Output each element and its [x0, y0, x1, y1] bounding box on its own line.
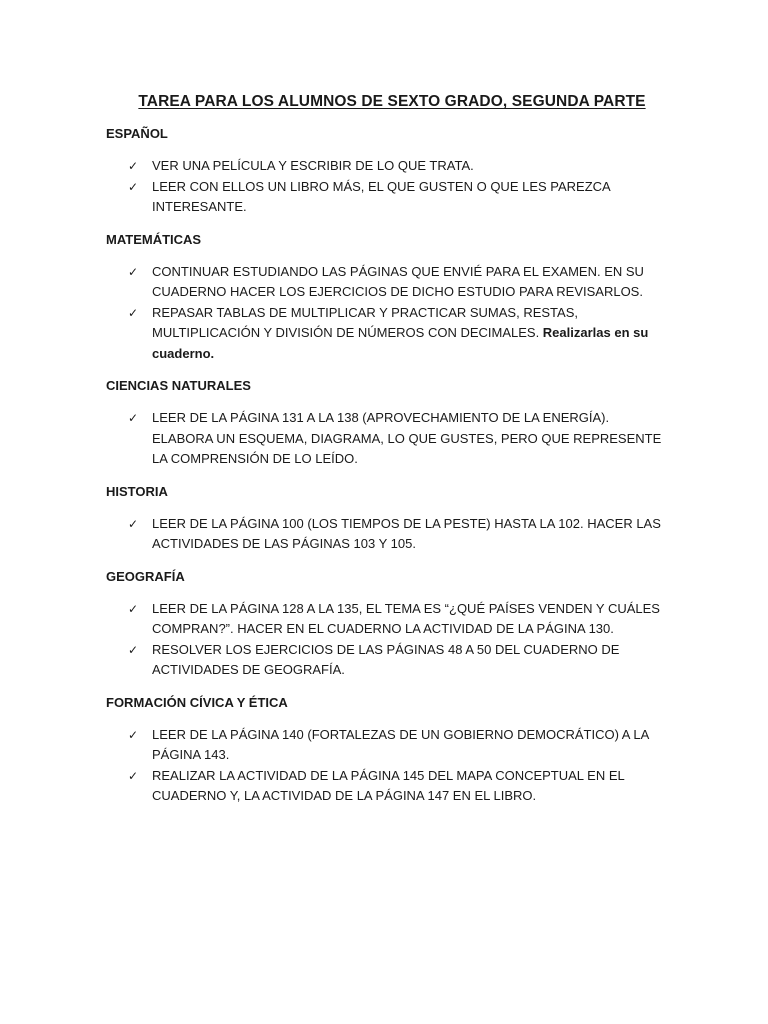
task-text: LEER DE LA PÁGINA 131 A LA 138 (APROVECHAMIENTO DE LA ENERGÍA). ELABORA UN ESQUEMA, DIAGRAMA, LO QUE GUSTES, PERO QUE REPRESENTE LA COMPRENSIÓN DE LO LEÍDO.	[152, 410, 662, 466]
task-emphasis: Realizarlas en su cuaderno.	[152, 325, 649, 361]
check-icon: ✓	[128, 516, 139, 531]
task-text: REPASAR TABLAS DE MULTIPLICAR Y PRACTICAR SUMAS, RESTAS, MULTIPLICACIÓN Y DIVISIÓN DE NÚMEROS CON DECIMALES.	[152, 304, 578, 340]
task-item	[106, 599, 668, 640]
task-text: REALIZAR LA ACTIVIDAD DE LA PÁGINA 145 DEL MAPA CONCEPTUAL EN EL CUADERNO Y, LA ACTIVIDAD DE LA PÁGINA 147 EN EL LIBRO.	[152, 767, 625, 803]
section-geografia	[106, 569, 668, 681]
check-icon: ✓	[128, 601, 139, 616]
section-heading: CIENCIAS NATURALES	[106, 378, 251, 393]
section-historia	[106, 484, 668, 555]
section-formacion-civica	[106, 695, 668, 807]
task-item	[106, 262, 668, 303]
task-list	[106, 156, 668, 218]
section-heading: FORMACIÓN CÍVICA Y ÉTICA	[106, 694, 288, 710]
task-item	[106, 303, 668, 365]
document-title: TAREA PARA LOS ALUMNOS DE SEXTO GRADO, SEGUNDA PARTE	[138, 93, 646, 110]
task-text: LEER CON ELLOS UN LIBRO MÁS, EL QUE GUSTEN O QUE LES PAREZCA INTERESANTE.	[152, 178, 611, 214]
task-text: LEER DE LA PÁGINA 140 (FORTALEZAS DE UN GOBIERNO DEMOCRÁTICO) A LA PÁGINA 143.	[152, 726, 649, 762]
check-icon: ✓	[128, 727, 139, 742]
task-item	[106, 725, 668, 766]
check-icon: ✓	[128, 264, 139, 279]
section-heading: ESPAÑOL	[106, 126, 168, 141]
check-icon: ✓	[128, 159, 139, 173]
section-matematicas	[106, 232, 668, 365]
task-text: CONTINUAR ESTUDIANDO LAS PÁGINAS QUE ENVIÉ PARA EL EXAMEN. EN SU CUADERNO HACER LOS EJERCICIOS DE DICHO ESTUDIO PARA REVISARLOS.	[152, 263, 644, 299]
check-icon: ✓	[128, 642, 139, 657]
task-list	[106, 599, 668, 681]
section-heading: HISTORIA	[106, 483, 168, 499]
task-list	[106, 725, 668, 807]
task-item	[106, 766, 668, 807]
section-heading: MATEMÁTICAS	[106, 231, 202, 247]
task-text: VER UNA PELÍCULA Y ESCRIBIR DE LO QUE TRATA.	[152, 158, 474, 173]
task-list	[106, 262, 668, 365]
task-item	[106, 408, 668, 470]
section-heading: GEOGRAFÍA	[106, 568, 185, 584]
task-text: RESOLVER LOS EJERCICIOS DE LAS PÁGINAS 48 A 50 DEL CUADERNO DE ACTIVIDADES DE GEOGRAFÍA.	[152, 641, 620, 677]
task-item	[106, 640, 668, 681]
check-icon: ✓	[128, 305, 139, 320]
section-espanol	[106, 126, 668, 218]
task-item	[106, 514, 668, 555]
task-item	[106, 156, 668, 177]
task-list	[106, 514, 668, 555]
task-text: LEER DE LA PÁGINA 128 A LA 135, EL TEMA ES “¿QUÉ PAÍSES VENDEN Y CUÁLES COMPRAN?”. HACER EN EL CUADERNO LA ACTIVIDAD DE LA PÁGINA 130.	[152, 600, 660, 636]
task-item	[106, 177, 668, 218]
check-icon: ✓	[128, 411, 139, 425]
check-icon: ✓	[128, 768, 139, 783]
check-icon: ✓	[128, 179, 139, 194]
task-text: LEER DE LA PÁGINA 100 (LOS TIEMPOS DE LA PESTE) HASTA LA 102. HACER LAS ACTIVIDADES DE LAS PÁGINAS 103 Y 105.	[152, 515, 661, 551]
task-list	[106, 408, 668, 470]
section-ciencias-naturales	[106, 378, 668, 470]
